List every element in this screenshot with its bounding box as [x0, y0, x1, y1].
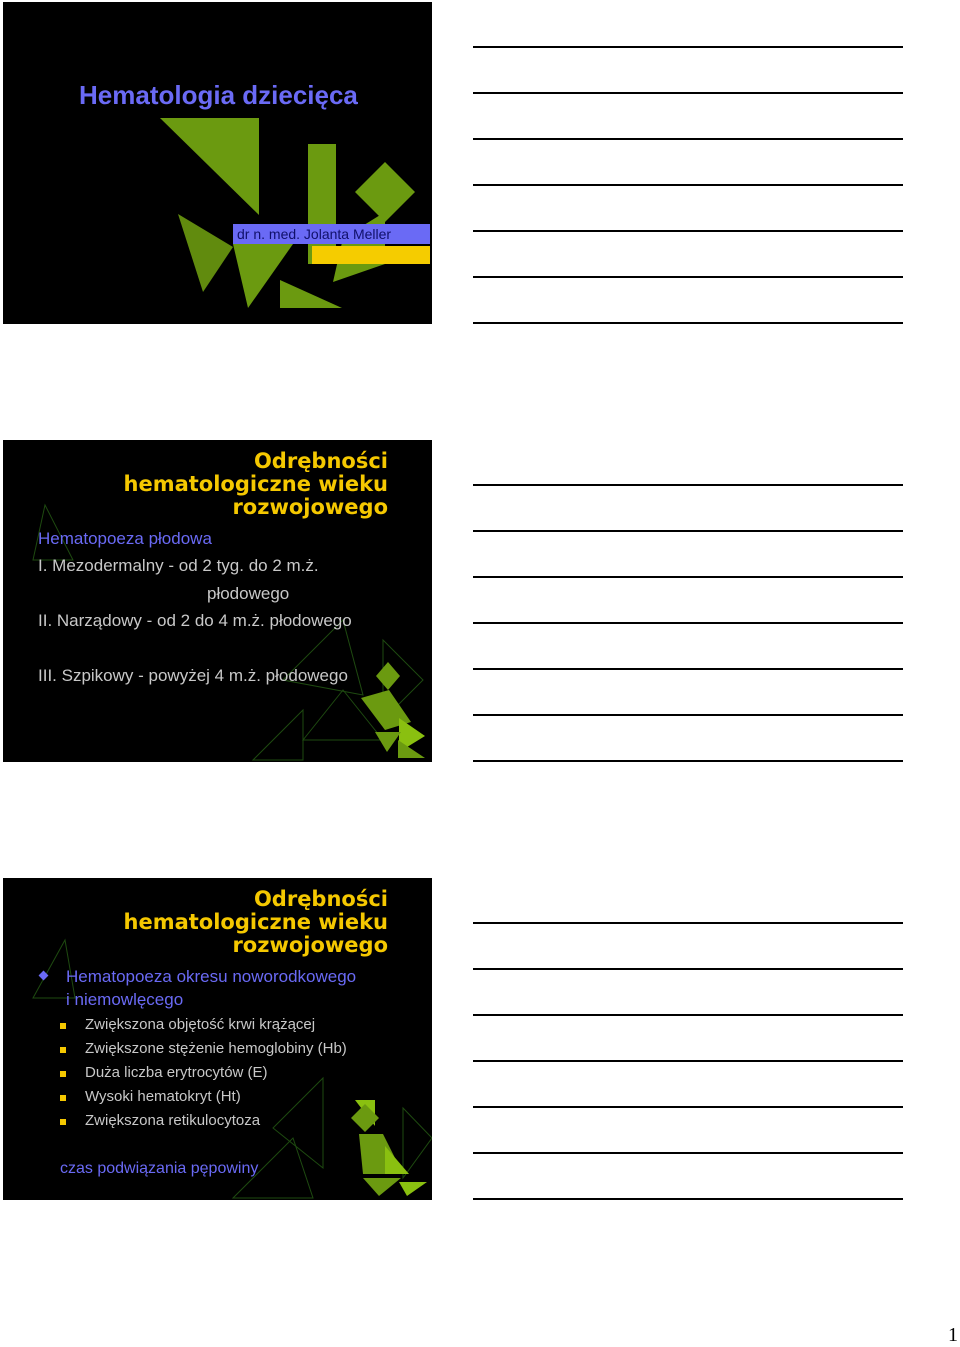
square-bullet-icon [60, 1023, 66, 1029]
list-item: III. Szpikowy - powyżej 4 m.ż. płodowego [38, 666, 348, 685]
presentation-title: Hematologia dziecięca [79, 80, 358, 110]
slide-3 [3, 878, 432, 1200]
page-number: 1 [948, 1324, 958, 1346]
square-bullet-icon [60, 1095, 66, 1101]
section-heading-continued: i niemowlęcego [66, 990, 184, 1009]
list-item: Zwiększona retikulocytoza [85, 1112, 261, 1129]
yellow-bar [312, 246, 430, 264]
tangram-decoration [3, 2, 432, 324]
slide-title: Odrębności hematologiczne wieku rozwojowego [123, 449, 388, 519]
list-item: płodowego [207, 584, 290, 603]
square-bullet-icon [60, 1071, 66, 1077]
list-item: Zwiększona objętość krwi krążącej [85, 1016, 316, 1033]
square-bullet-icon [60, 1047, 66, 1053]
list-item: I. Mezodermalny - od 2 tyg. do 2 m.ż. [38, 556, 319, 575]
list-item: Duża liczba erytrocytów (E) [85, 1064, 268, 1081]
list-item: Wysoki hematokryt (Ht) [85, 1088, 241, 1105]
footer-note: czas podwiązania pępowiny [60, 1160, 259, 1177]
slide-title: Odrębności hematologiczne wieku rozwojowego [123, 887, 388, 957]
list-item: Zwiększone stężenie hemoglobiny (Hb) [85, 1040, 347, 1057]
author-label: dr n. med. Jolanta Meller [233, 224, 430, 244]
list-item: II. Narządowy - od 2 do 4 m.ż. płodowego [38, 611, 352, 630]
slide-2 [3, 440, 432, 762]
section-heading: Hematopoeza płodowa [38, 529, 212, 548]
slide-1 [3, 2, 432, 324]
square-bullet-icon [60, 1119, 66, 1125]
section-heading: Hematopoeza okresu noworodkowego [66, 967, 357, 986]
